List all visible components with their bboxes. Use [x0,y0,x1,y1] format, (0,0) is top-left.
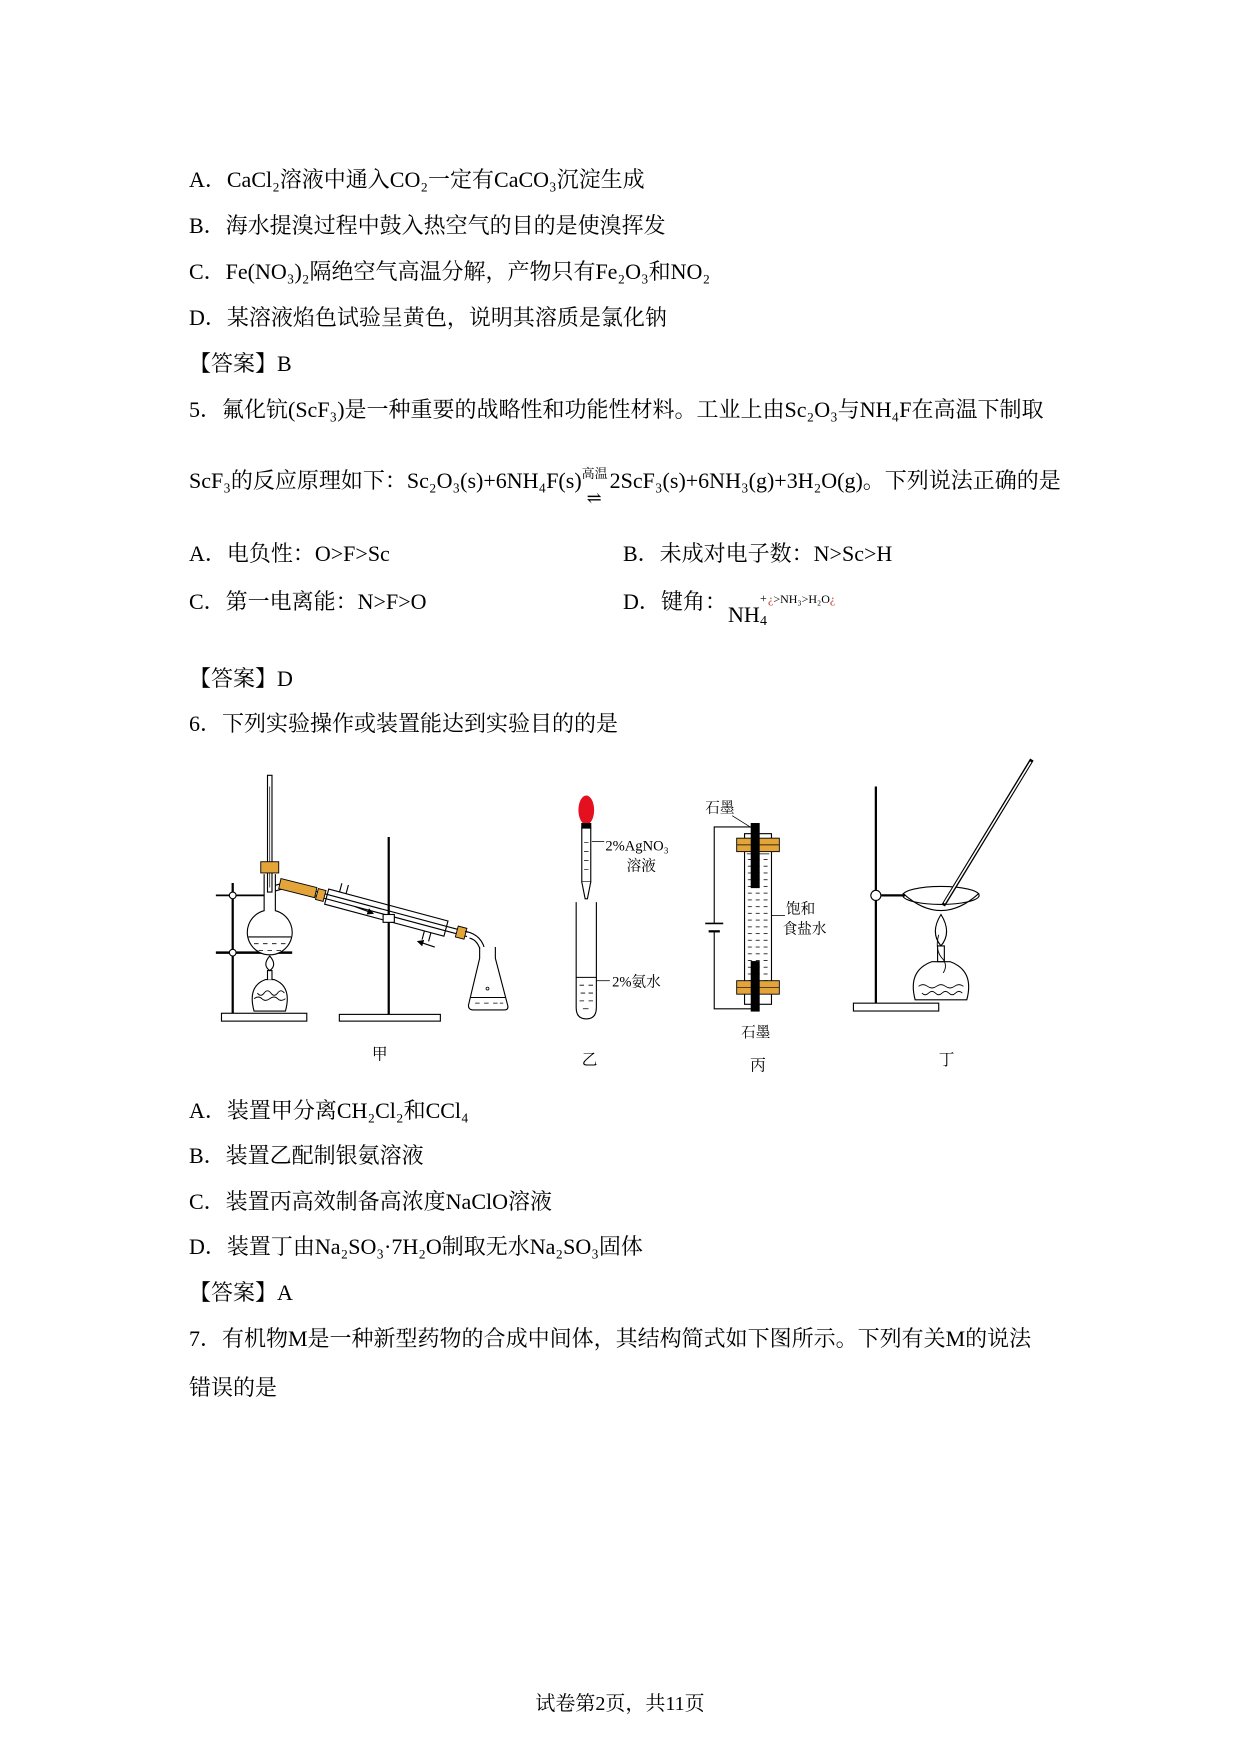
q7-stem: 7．有机物M是一种新型药物的合成中间体，其结构简式如下图所示。下列有关M的说法 [189,1326,1032,1351]
erlenmeyer-flask [468,947,508,1010]
graphite-electrode-bottom [751,962,759,1011]
alcohol-lamp [913,914,968,999]
rubber-connector [279,879,317,898]
dropper-solution-label: 2%AgNO₃ [605,838,669,855]
q6-option-a: A．装置甲分离CH₂Cl₂和CCl₄ [189,1098,469,1123]
artifact-glyph: ¿ [768,592,774,606]
ammonium-charge: + [760,591,767,605]
q4-option-b: B．海水提溴过程中鼓入热空气的目的是使溴挥发 [189,213,666,238]
condition-text: 高温 [581,466,608,481]
alcohol-lamp [252,956,287,1011]
q5-answer: 【答案】D [189,666,293,691]
bond-angle-rest: >NH₃>H₂O [773,592,830,606]
stand-base-middle [339,1014,440,1021]
q6-answer: 【答案】A [189,1280,293,1305]
apparatus-yi [576,796,669,1069]
q5-equation [189,466,1061,508]
equilibrium-arrow-icon: ⇌ [586,488,602,508]
dropper-solution-label-2: 溶液 [626,858,656,875]
water-out-arrow-icon [418,941,435,947]
equation-left: ScF₃的反应原理如下：Sc₂O₃(s)+6NH₄F(s) [189,468,582,493]
electrode-top-label: 石墨 [705,800,735,817]
label-bing: 丙 [750,1057,766,1075]
electrolyte-label: 饱和 [786,901,816,918]
q5-option-d [623,589,1023,633]
label-yi: 乙 [581,1051,598,1069]
label-jia: 甲 [371,1046,388,1064]
q4-option-d: D．某溶液焰色试验呈黄色，说明其溶质是氯化钠 [189,305,667,330]
dropper-bulb [578,796,594,825]
option-d-prefix: D．键角： [623,589,727,614]
q4-answer: 【答案】B [189,351,292,376]
graphite-electrode-top [751,824,759,888]
q7-stem-continued: 错误的是 [189,1375,278,1400]
page-footer: 试卷第2页，共11页 [535,1693,705,1715]
q6-option-c: C．装置丙高效制备高浓度NaClO溶液 [189,1189,553,1214]
apparatus-ding [853,760,1031,1069]
q6-stem: 6．下列实验操作或装置能达到实验目的的是 [189,711,619,736]
apparatus-bing [705,799,827,1074]
q5-option-b: B．未成对电子数：N>Sc>H [623,541,893,566]
equation-right: 2ScF₃(s)+6NH₃(g)+3H₂O(g)。下列说法正确的是 [609,468,1061,493]
label-ding: 丁 [938,1051,955,1069]
q4-option-c: C．Fe(NO₃)₂隔绝空气高温分解，产物只有Fe₂O₃和NO₂ [189,259,711,284]
reaction-condition [581,466,610,508]
q6-option-b: B．装置乙配制银氨溶液 [189,1143,424,1168]
stand-base-left [221,1013,306,1021]
q4-option-a: A．CaCl₂溶液中通入CO₂一定有CaCO₃沉淀生成 [189,167,645,192]
apparatus-figure [210,745,1040,1075]
ammonium-ion: NH [728,602,760,627]
electrolyte-label-2: 食盐水 [782,921,827,938]
dropper-tube [582,828,591,882]
electrode-bottom-label: 石墨 [741,1024,771,1041]
bond-angle-comparison [768,592,835,606]
apparatus-jia [216,775,508,1063]
q6-option-d: D．装置丁由Na₂SO₃·7H₂O制取无水Na₂SO₃固体 [189,1234,643,1259]
clamp-nut [871,890,881,900]
ammonium-subscript: 4 [760,614,767,629]
test-tube [576,902,596,1019]
q5-stem: 5．氟化钪(ScF₃)是一种重要的战略性和功能性材料。工业上由Sc₂O₃与NH₄F在高温下制取 [189,397,1044,422]
q5-option-a: A．电负性：O>F>Sc [189,541,390,566]
tube-solution-label: 2%氨水 [612,974,661,991]
stand-base-right [853,1003,938,1011]
rubber-stopper [261,862,279,873]
artifact-glyph: ¿ [829,592,836,606]
q5-option-c: C．第一电离能：N>F>O [189,589,427,614]
